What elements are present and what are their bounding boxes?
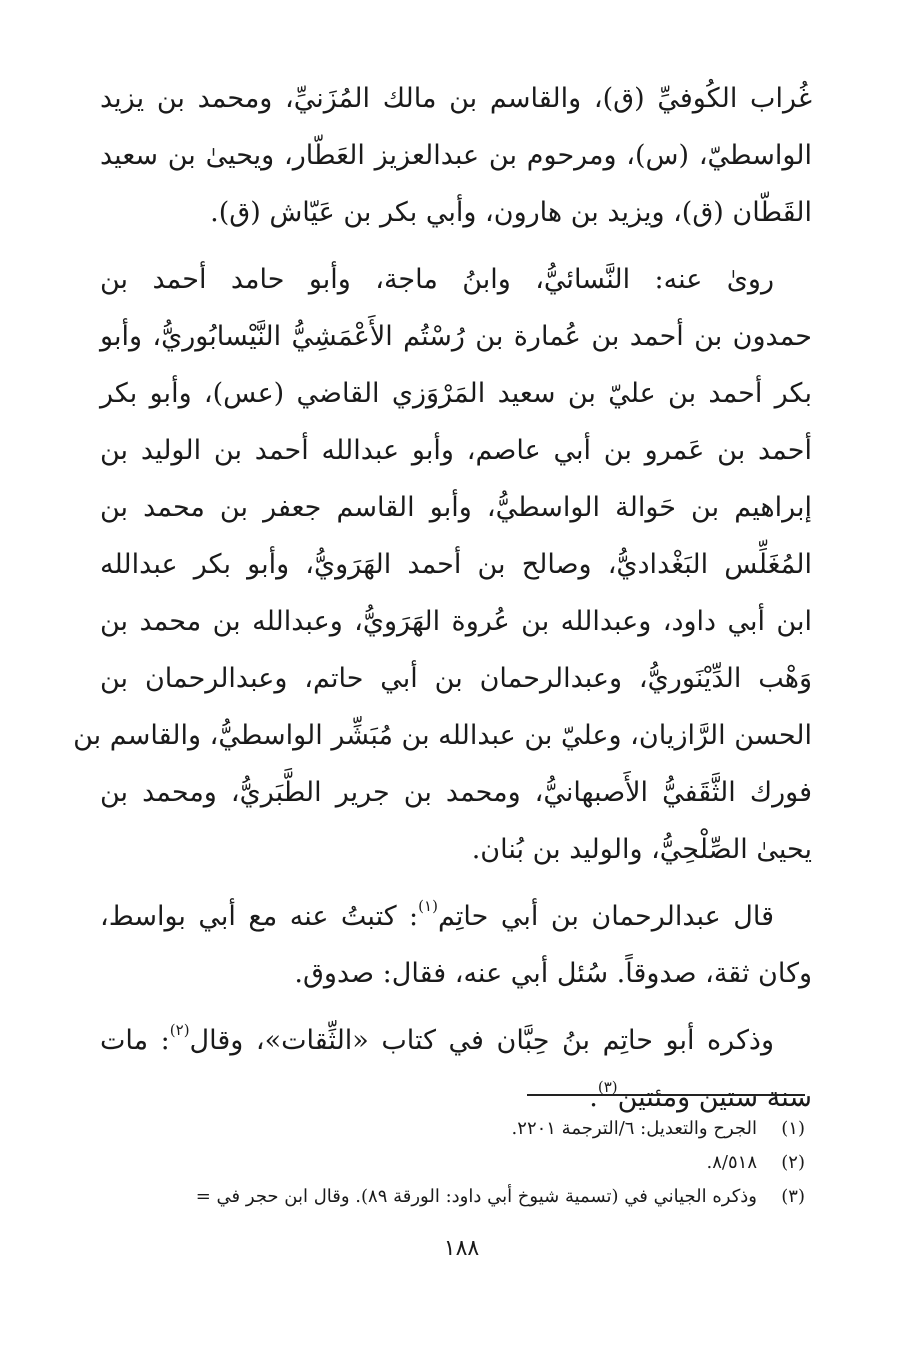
text-line: الواسطيّ، (س)، ومرحوم بن عبدالعزيز العَطّار، ويحيىٰ بن سعيد xyxy=(100,140,812,171)
paragraph-students xyxy=(73,251,812,878)
page-body xyxy=(73,70,812,1136)
footnote-item xyxy=(105,1112,805,1146)
text-line: غُراب الكُوفيِّ (ق)، والقاسم بن مالك المُزَنيِّ، ومحمد بن يزيد xyxy=(100,83,812,114)
text-run: . xyxy=(589,1082,598,1113)
text-line: إبراهيم بن حَوالة الواسطيُّ، وأبو القاسم جعفر بن محمد بن xyxy=(100,492,812,523)
footnote-text: الجرح والتعديل: ٦/الترجمة ٢٢٠١. xyxy=(511,1118,757,1139)
footnotes xyxy=(105,1112,805,1214)
footnote-text: ٨/٥١٨. xyxy=(706,1152,757,1173)
text-line: بكر أحمد بن عليّ بن سعيد المَرْوَزي القاضي (عس)، وأبو بكر xyxy=(100,378,812,409)
text-line xyxy=(100,1012,812,1069)
text-line: فورك الثَّقَفيُّ الأَصبهانيُّ، ومحمد بن جرير الطَّبَريُّ، ومحمد بن xyxy=(100,777,812,808)
paragraph-ibn-hibban xyxy=(100,1012,812,1126)
text-line: الحسن الرَّازيان، وعليّ بن عبدالله بن مُبَشِّر الواسطيُّ، والقاسم بن xyxy=(73,720,812,751)
paragraph-teachers xyxy=(100,70,812,241)
text-line: روىٰ عنه: النَّسائيُّ، وابنُ ماجة، وأبو حامد أحمد بن xyxy=(100,264,774,295)
text-line: ابن أبي داود، وعبدالله بن عُروة الهَرَويُّ، وعبدالله بن محمد بن xyxy=(100,606,812,637)
text-run: سنة ستين ومئتين xyxy=(617,1082,812,1113)
text-run: : كتبتُ عنه مع أبي بواسط، xyxy=(100,901,419,932)
paragraph-abu-hatim xyxy=(100,888,812,1002)
footnote-item xyxy=(105,1180,805,1214)
text-line: وَهْب الدِّيْنَوريُّ، وعبدالرحمان بن أبي حاتم، وعبدالرحمان بن xyxy=(100,663,812,694)
footnote-ref[interactable]: (٣) xyxy=(597,1078,618,1096)
page-number: ١٨٨ xyxy=(443,1236,480,1261)
text-line: القَطّان (ق)، ويزيد بن هارون، وأبي بكر بن عَيّاش (ق). xyxy=(210,197,812,228)
text-line: وكان ثقة، صدوقاً. سُئل أبي عنه، فقال: صدوق. xyxy=(294,958,812,989)
text-line: المُغَلِّس البَغْداديُّ، وصالح بن أحمد الهَرَويُّ، وأبو بكر عبدالله xyxy=(100,549,812,580)
footnote-text: وذكره الجياني في (تسمية شيوخ أبي داود: الورقة ٨٩). وقال ابن حجر في = xyxy=(195,1186,757,1207)
text-run: : مات xyxy=(100,1025,170,1056)
text-line xyxy=(100,888,812,945)
footnote-divider xyxy=(527,1094,805,1096)
footnote-item xyxy=(105,1146,805,1180)
text-line: أحمد بن عَمرو بن أبي عاصم، وأبو عبدالله أحمد بن الوليد بن xyxy=(100,435,812,466)
footnote-ref[interactable]: (٢) xyxy=(169,1021,190,1039)
footnote-number: (٢) xyxy=(781,1152,805,1173)
text-line: حمدون بن أحمد بن عُمارة بن رُسْتُم الأَعْمَشِيُّ النَّيْسابُوريُّ، وأبو xyxy=(100,321,812,352)
footnote-number: (١) xyxy=(781,1118,805,1139)
footnote-ref[interactable]: (١) xyxy=(418,897,438,915)
text-run: قال عبدالرحمان بن أبي حاتِم xyxy=(437,901,775,932)
text-run: وذكره أبو حاتِم بنُ حِبَّان في كتاب «الثِّقات»، وقال xyxy=(189,1025,774,1056)
footnote-number: (٣) xyxy=(781,1186,805,1207)
text-line: يحيىٰ الصِّلْحِيُّ، والوليد بن بُنان. xyxy=(471,834,812,865)
